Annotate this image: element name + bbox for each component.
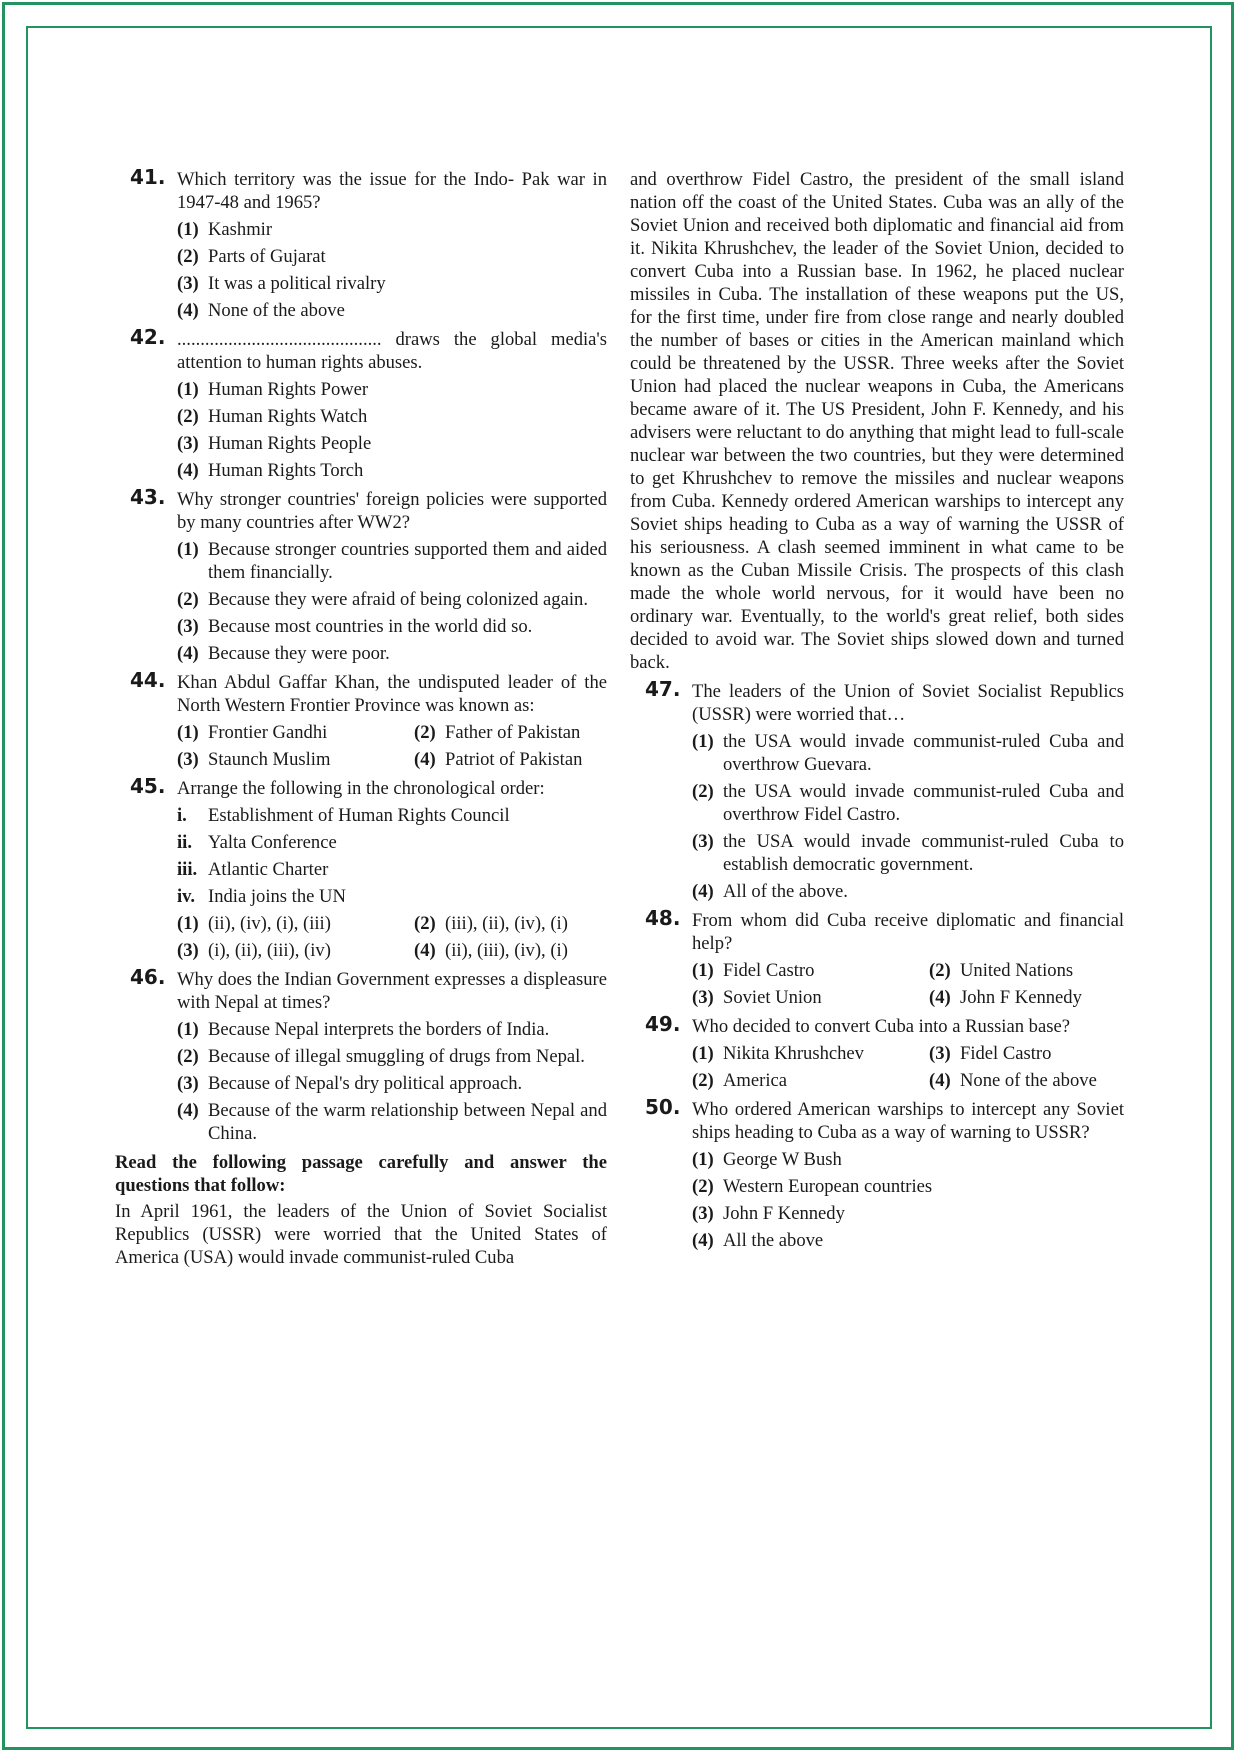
question-text: Why does the Indian Government expresses a displeasure with Nepal at times? bbox=[177, 969, 607, 1013]
option-1[interactable]: (1) Kashmir bbox=[177, 219, 273, 240]
option-1[interactable]: (1) George W Bush bbox=[692, 1149, 842, 1170]
option-2[interactable]: (2) America bbox=[692, 1070, 788, 1091]
option-1[interactable]: (1) Nikita Khrushchev bbox=[692, 1043, 864, 1064]
option-3[interactable]: (3) (i), (ii), (iii), (iv) bbox=[177, 940, 331, 961]
option-3[interactable]: (3) Fidel Castro bbox=[929, 1043, 1052, 1064]
option-1[interactable]: (1) Frontier Gandhi bbox=[177, 722, 328, 743]
question-text: Who decided to convert Cuba into a Russian base? bbox=[692, 1016, 1070, 1037]
list-item: ii. Yalta Conference bbox=[177, 832, 337, 853]
question-number: 50. bbox=[645, 1095, 681, 1119]
list-item: i. Establishment of Human Rights Council bbox=[177, 805, 510, 826]
option-4[interactable]: (4) Because of the warm relationship between Nepal and China. bbox=[177, 1100, 607, 1144]
question-49 bbox=[630, 1012, 1124, 1092]
option-3[interactable]: (3) the USA would invade communist-ruled Cuba to establish democratic government. bbox=[692, 831, 1124, 875]
question-number: 44. bbox=[130, 668, 166, 692]
option-4[interactable]: (4) Because they were poor. bbox=[177, 643, 390, 664]
option-2[interactable]: (2) (iii), (ii), (iv), (i) bbox=[414, 913, 568, 934]
option-3[interactable]: (3) John F Kennedy bbox=[692, 1203, 845, 1224]
list-item: iv. India joins the UN bbox=[177, 886, 346, 907]
question-number: 43. bbox=[130, 485, 166, 509]
option-1[interactable]: (1) (ii), (iv), (i), (iii) bbox=[177, 913, 331, 934]
question-47 bbox=[630, 677, 1124, 903]
list-item: iii. Atlantic Charter bbox=[177, 859, 329, 880]
option-3[interactable]: (3) Human Rights People bbox=[177, 433, 372, 454]
option-2[interactable]: (2) Parts of Gujarat bbox=[177, 246, 326, 267]
left-column bbox=[115, 165, 607, 1269]
option-1[interactable]: (1) Fidel Castro bbox=[692, 960, 815, 981]
question-number: 47. bbox=[645, 677, 681, 701]
question-46 bbox=[115, 965, 607, 1145]
question-42 bbox=[115, 325, 607, 482]
question-text: Why stronger countries' foreign policies were supported by many countries after WW2? bbox=[177, 489, 607, 533]
option-4[interactable]: (4) John F Kennedy bbox=[929, 987, 1082, 1008]
question-text: Khan Abdul Gaffar Khan, the undisputed leader of the North Western Frontier Province was known as: bbox=[177, 672, 607, 716]
option-3[interactable]: (3) Soviet Union bbox=[692, 987, 822, 1008]
question-text: Who ordered American warships to intercept any Soviet ships heading to Cuba as a way of warning to USSR? bbox=[692, 1099, 1124, 1143]
option-1[interactable]: (1) Because Nepal interprets the borders of India. bbox=[177, 1019, 550, 1040]
question-text: Arrange the following in the chronological order: bbox=[177, 778, 545, 799]
option-4[interactable]: (4) Patriot of Pakistan bbox=[414, 749, 583, 770]
question-text: Which territory was the issue for the Indo- Pak war in 1947-48 and 1965? bbox=[177, 169, 607, 213]
question-number: 42. bbox=[130, 325, 166, 349]
question-50 bbox=[630, 1095, 1124, 1252]
question-text: From whom did Cuba receive diplomatic and financial help? bbox=[692, 910, 1124, 954]
right-column bbox=[630, 168, 1124, 1258]
option-3[interactable]: (3) It was a political rivalry bbox=[177, 273, 386, 294]
option-4[interactable]: (4) (ii), (iii), (iv), (i) bbox=[414, 940, 568, 961]
fill-blank[interactable]: ............................................ bbox=[177, 329, 382, 350]
question-44 bbox=[115, 668, 607, 771]
option-2[interactable]: (2) Western European countries bbox=[692, 1176, 933, 1197]
option-2[interactable]: (2) Because of illegal smuggling of drugs from Nepal. bbox=[177, 1046, 585, 1067]
option-2[interactable]: (2) United Nations bbox=[929, 960, 1074, 981]
question-text: ............................................ draws the global media's attention to human rights abuses. bbox=[177, 329, 607, 373]
question-41 bbox=[115, 165, 607, 322]
option-4[interactable]: (4) None of the above bbox=[177, 300, 345, 321]
question-number: 46. bbox=[130, 965, 166, 989]
option-2[interactable]: (2) the USA would invade communist-ruled Cuba and overthrow Fidel Castro. bbox=[692, 781, 1124, 825]
passage-text-part1: In April 1961, the leaders of the Union of Soviet Socialist Republics (USSR) were worried that the United States of America (USA) would invade communist-ruled Cuba bbox=[115, 1201, 607, 1268]
option-2[interactable]: (2) Father of Pakistan bbox=[414, 722, 581, 743]
option-4[interactable]: (4) None of the above bbox=[929, 1070, 1097, 1091]
option-3[interactable]: (3) Because of Nepal's dry political approach. bbox=[177, 1073, 523, 1094]
question-43 bbox=[115, 485, 607, 665]
option-4[interactable]: (4) All the above bbox=[692, 1230, 824, 1251]
passage-text-part2: and overthrow Fidel Castro, the president of the small island nation off the coast of the United States. Cuba was an ally of the Soviet Union and received both diplomatic and financial aid from it. Nikita Khrushchev, the leader of the Soviet Union, decided to convert Cuba into a Russian base. In 1962, he placed nuclear missiles in Cuba. The installation of these weapons put the US, for the first time, under fire from close range and nearly doubled the number of bases or cities in the American mainland which could be threatened by the USSR. Three weeks after the Soviet Union had placed the nuclear weapons in Cuba, the Americans became aware of it. The US President, John F. Kennedy, and his advisers were reluctant to do anything that might lead to full-scale nuclear war between the two countries, but they were determined to get Khrushchev to remove the missiles and nuclear weapons from Cuba. Kennedy ordered American warships to intercept any Soviet ships heading to Cuba as a way of warning the USSR of his seriousness. A clash seemed imminent in what came to be known as the Cuban Missile Crisis. The prospects of this clash made the whole world nervous, for it would have been no ordinary war. Eventually, to the world's great relief, both sides decided to avoid war. The Soviet ships slowed down and turned back. bbox=[630, 169, 1124, 673]
option-4[interactable]: (4) Human Rights Torch bbox=[177, 460, 364, 481]
question-text: The leaders of the Union of Soviet Socialist Republics (USSR) were worried that… bbox=[692, 681, 1124, 725]
option-2[interactable]: (2) Because they were afraid of being colonized again. bbox=[177, 589, 588, 610]
question-number: 45. bbox=[130, 774, 166, 798]
question-48 bbox=[630, 906, 1124, 1009]
option-1[interactable]: (1) Because stronger countries supported them and aided them financially. bbox=[177, 539, 607, 583]
option-1[interactable]: (1) the USA would invade communist-ruled Cuba and overthrow Guevara. bbox=[692, 731, 1124, 775]
question-number: 49. bbox=[645, 1012, 681, 1036]
question-45 bbox=[115, 774, 607, 962]
option-2[interactable]: (2) Human Rights Watch bbox=[177, 406, 368, 427]
option-3[interactable]: (3) Staunch Muslim bbox=[177, 749, 331, 770]
question-number: 48. bbox=[645, 906, 681, 930]
option-3[interactable]: (3) Because most countries in the world did so. bbox=[177, 616, 533, 637]
question-number: 41. bbox=[130, 165, 166, 189]
option-1[interactable]: (1) Human Rights Power bbox=[177, 379, 369, 400]
passage-title: Read the following passage carefully and answer the questions that follow: bbox=[115, 1152, 607, 1196]
option-4[interactable]: (4) All of the above. bbox=[692, 881, 848, 902]
